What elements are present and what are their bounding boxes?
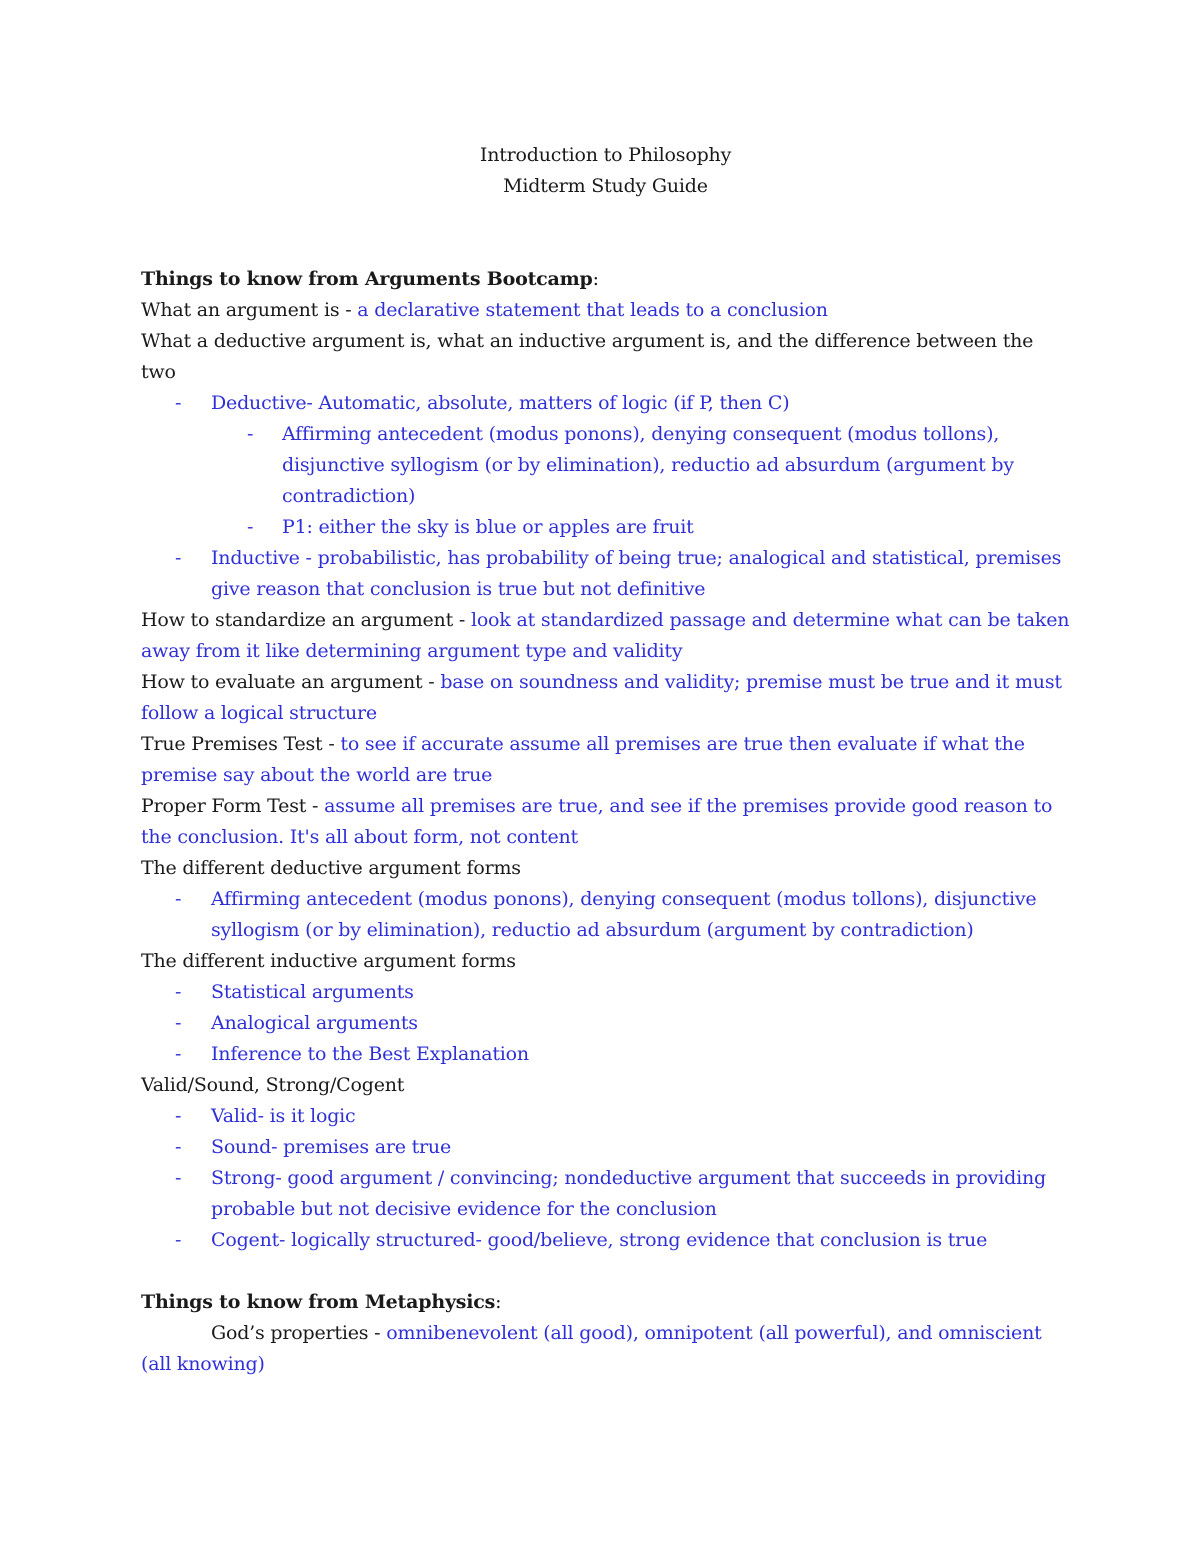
item-text: Sound- premises are true (211, 1136, 452, 1158)
list-item (141, 1163, 1070, 1225)
item-text: Inductive - probabilistic, has probability of being true; analogical and statistical, premises give reason that conclusion is true but not definitive (211, 547, 1062, 600)
term-answer: look at standardized passage and determine what can be taken away from it like determining argument type and validity (141, 609, 1070, 662)
dash-bullet: - (247, 423, 254, 445)
term-label: God’s properties - (211, 1322, 387, 1344)
document-title: Introduction to Philosophy (479, 144, 732, 166)
deductive-inductive-list (141, 388, 1070, 419)
term-answer: to see if accurate assume all premises are true then evaluate if what the premise say about the world are true (141, 733, 1025, 786)
term-label: How to evaluate an argument - (141, 671, 441, 693)
item-text: Deductive- Automatic, absolute, matters of logic (if P, then C) (211, 392, 790, 414)
term-label: Proper Form Test - (141, 795, 325, 817)
item-text: Affirming antecedent (modus ponons), denying consequent (modus tollons), disjunctive syllogism (or by elimination), reductio ad absurdum (argument by contradiction) (211, 888, 1037, 941)
item-text: P1: either the sky is blue or apples are fruit (282, 516, 694, 538)
term-answer: omnibenevolent (all good), omnipotent (all powerful), and omniscient (all knowing) (141, 1322, 1042, 1375)
list-item (141, 884, 1070, 946)
proper-form-definition (141, 791, 1070, 853)
deductive-forms-list (141, 884, 1070, 946)
argument-definition (141, 295, 1070, 326)
inductive-forms-list (141, 977, 1070, 1070)
standardize-definition (141, 605, 1070, 667)
list-item (141, 977, 1070, 1008)
list-item (141, 512, 1070, 543)
item-text: Statistical arguments (211, 981, 414, 1003)
deductive-forms-label: The different deductive argument forms (141, 857, 521, 879)
item-text: Strong- good argument / convincing; nondeductive argument that succeeds in providing probable but not decisive evidence for the conclusion (211, 1167, 1046, 1220)
evaluate-definition (141, 667, 1070, 729)
list-item (141, 1101, 1070, 1132)
term-answer: a declarative statement that leads to a conclusion (357, 299, 828, 321)
item-text: Affirming antecedent (modus ponons), denying consequent (modus tollons), disjunctive syllogism (or by elimination), reductio ad absurdum (argument by contradiction) (282, 423, 1014, 507)
heading-colon: : (592, 268, 599, 290)
dash-bullet: - (175, 1043, 182, 1065)
true-premises-definition (141, 729, 1070, 791)
item-text: Inference to the Best Explanation (211, 1043, 529, 1065)
term-label: How to standardize an argument - (141, 609, 471, 631)
dash-bullet: - (175, 392, 182, 414)
section-heading-metaphysics (141, 1287, 1070, 1318)
dash-bullet: - (175, 547, 182, 569)
list-item (141, 1132, 1070, 1163)
list-item (141, 1039, 1070, 1070)
heading-text: Things to know from Metaphysics (141, 1291, 496, 1313)
dash-bullet: - (175, 888, 182, 910)
term-answer: base on soundness and validity; premise must be true and it must follow a logical structure (141, 671, 1062, 724)
item-text: Analogical arguments (211, 1012, 418, 1034)
heading-text: Things to know from Arguments Bootcamp (141, 268, 593, 290)
dash-bullet: - (175, 1229, 182, 1251)
dash-bullet: - (175, 1105, 182, 1127)
inductive-list (141, 543, 1070, 605)
dash-bullet: - (175, 1136, 182, 1158)
item-text: Cogent- logically structured- good/believe, strong evidence that conclusion is true (211, 1229, 988, 1251)
dash-bullet: - (175, 1012, 182, 1034)
dash-bullet: - (247, 516, 254, 538)
valid-sound-label: Valid/Sound, Strong/Cogent (141, 1074, 405, 1096)
list-item (141, 1225, 1070, 1256)
list-item (141, 543, 1070, 605)
section-heading-arguments (141, 264, 1070, 295)
dash-bullet: - (175, 1167, 182, 1189)
term-label: What an argument is - (141, 299, 358, 321)
list-item (141, 388, 1070, 419)
item-text: Valid- is it logic (211, 1105, 356, 1127)
inductive-forms-label: The different inductive argument forms (141, 950, 516, 972)
term-label: True Premises Test - (141, 733, 341, 755)
gods-properties (141, 1318, 1070, 1380)
list-item (141, 419, 1070, 512)
list-item (141, 1008, 1070, 1039)
term-answer: assume all premises are true, and see if the premises provide good reason to the conclusion. It's all about form, not content (141, 795, 1053, 848)
document-subtitle: Midterm Study Guide (503, 175, 708, 197)
valid-sound-list (141, 1101, 1070, 1256)
dash-bullet: - (175, 981, 182, 1003)
deductive-inductive-question: What a deductive argument is, what an inductive argument is, and the difference between the two (141, 330, 1034, 383)
heading-colon: : (495, 1291, 502, 1313)
deductive-sublist (141, 419, 1070, 543)
